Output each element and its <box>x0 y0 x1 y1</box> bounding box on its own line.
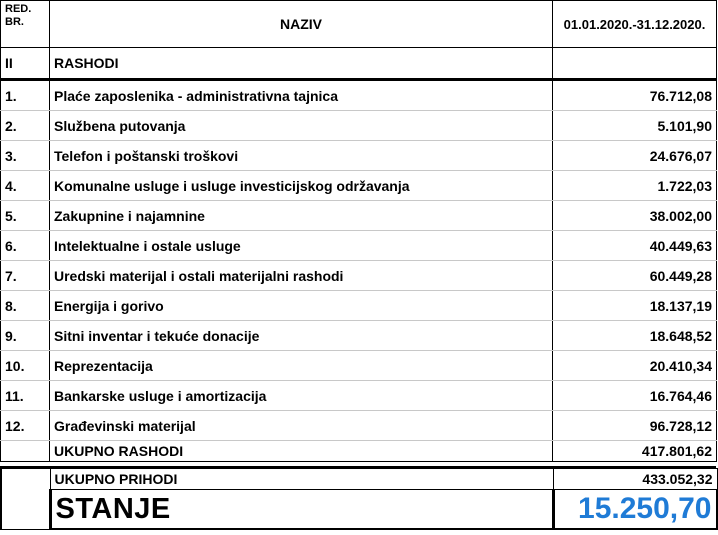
row-amount: 16.764,46 <box>553 381 717 411</box>
total-expenses-label: UKUPNO RASHODI <box>50 441 553 462</box>
table-row <box>1 381 717 411</box>
row-label: Intelektualne i ostale usluge <box>50 231 553 261</box>
section-label: RASHODI <box>50 48 553 80</box>
total-income-label: UKUPNO PRIHODI <box>50 469 553 490</box>
row-number: 8. <box>1 291 50 321</box>
balance-row <box>1 490 717 530</box>
row-number: 5. <box>1 201 50 231</box>
table-row <box>1 261 717 291</box>
total-income-row <box>1 469 717 490</box>
header-number-label-1: RED. <box>5 3 32 15</box>
row-number: 6. <box>1 231 50 261</box>
table-row <box>1 321 717 351</box>
table-row <box>1 351 717 381</box>
row-label: Uredski materijal i ostali materijalni rashodi <box>50 261 553 291</box>
table-row <box>1 291 717 321</box>
header-number-cell <box>1 1 50 48</box>
row-amount: 76.712,08 <box>553 80 717 111</box>
row-amount: 38.002,00 <box>553 201 717 231</box>
row-label: Bankarske usluge i amortizacija <box>50 381 553 411</box>
row-number: 1. <box>1 80 50 111</box>
table-row <box>1 80 717 111</box>
row-number: 9. <box>1 321 50 351</box>
table-row <box>1 141 717 171</box>
row-label: Zakupnine i najamnine <box>50 201 553 231</box>
row-number: 11. <box>1 381 50 411</box>
row-label: Plaće zaposlenika - administrativna tajnica <box>50 80 553 111</box>
header-naziv: NAZIV <box>50 1 553 48</box>
section-row <box>1 48 717 80</box>
section-amount <box>553 48 717 80</box>
row-label: Reprezentacija <box>50 351 553 381</box>
summary-blank-cell <box>1 469 50 530</box>
row-label: Telefon i poštanski troškovi <box>50 141 553 171</box>
row-amount: 18.648,52 <box>553 321 717 351</box>
header-row <box>1 1 717 48</box>
header-number-label-2: BR. <box>5 16 24 28</box>
section-number: II <box>1 48 50 80</box>
row-number: 12. <box>1 411 50 441</box>
summary-table <box>0 468 718 530</box>
row-amount: 24.676,07 <box>553 141 717 171</box>
row-number: 3. <box>1 141 50 171</box>
balance-amount: 15.250,70 <box>553 490 717 530</box>
row-number: 2. <box>1 111 50 141</box>
row-amount: 60.449,28 <box>553 261 717 291</box>
total-income-amount: 433.052,32 <box>553 469 717 490</box>
row-amount: 40.449,63 <box>553 231 717 261</box>
row-label: Energija i gorivo <box>50 291 553 321</box>
row-label: Komunalne usluge i usluge investicijskog održavanja <box>50 171 553 201</box>
total-expenses-amount: 417.801,62 <box>553 441 717 462</box>
balance-label: STANJE <box>50 490 553 530</box>
row-number: 4. <box>1 171 50 201</box>
row-label: Sitni inventar i tekuće donacije <box>50 321 553 351</box>
row-amount: 20.410,34 <box>553 351 717 381</box>
table-row <box>1 231 717 261</box>
row-amount: 1.722,03 <box>553 171 717 201</box>
table-row <box>1 201 717 231</box>
row-amount: 18.137,19 <box>553 291 717 321</box>
header-period: 01.01.2020.-31.12.2020. <box>553 1 717 48</box>
row-amount: 96.728,12 <box>553 411 717 441</box>
row-amount: 5.101,90 <box>553 111 717 141</box>
row-label: Građevinski materijal <box>50 411 553 441</box>
table-row <box>1 171 717 201</box>
total-expenses-row <box>1 441 717 462</box>
row-number: 7. <box>1 261 50 291</box>
table-row <box>1 411 717 441</box>
table-row <box>1 111 717 141</box>
row-number: 10. <box>1 351 50 381</box>
total-expenses-blank <box>1 441 50 462</box>
row-label: Službena putovanja <box>50 111 553 141</box>
